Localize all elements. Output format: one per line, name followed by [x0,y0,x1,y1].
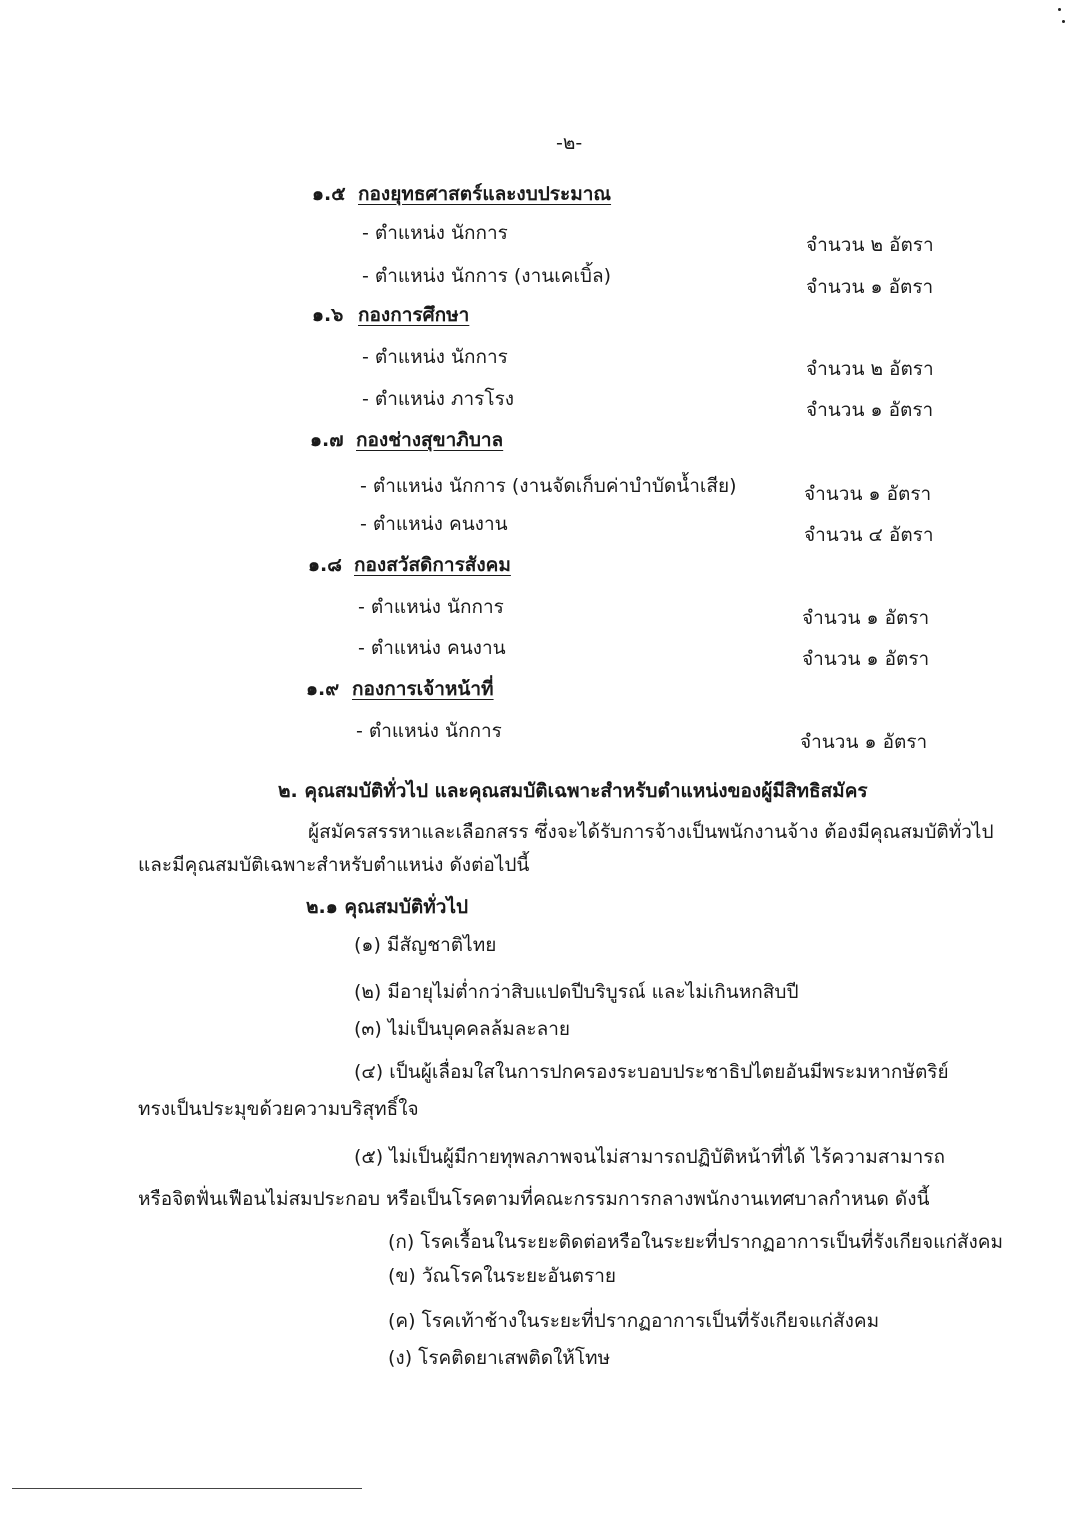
position-count: จำนวน ๑ อัตรา [800,731,928,753]
position-item: - ตำแหน่ง นักการ [362,346,508,368]
intro-paragraph-line: ผู้สมัครสรรหาและเลือกสรร ซึ่งจะได้รับการจ้างเป็นพนักงานจ้าง ต้องมีคุณสมบัติทั่วไป [308,821,994,843]
footer-scan-line [12,1488,362,1489]
section-number: ๑.๘ [308,554,342,576]
position-item: - ตำแหน่ง คนงาน [358,637,506,659]
position-item: - ตำแหน่ง นักการ (งานเคเบิ้ล) [362,265,612,287]
scan-speck [1058,8,1061,11]
position-item: - ตำแหน่ง คนงาน [360,513,508,535]
qualification-item-continuation: หรือจิตฟั่นเฟือนไม่สมประกอบ หรือเป็นโรคตามที่คณะกรรมการกลางพนักงานเทศบาลกำหนด ดังนี้ [138,1188,930,1210]
section-number: ๑.๖ [312,304,344,326]
section-title: กองยุทธศาสตร์และงบประมาณ [358,183,612,205]
section-number: ๑.๕ [312,183,346,205]
position-count: จำนวน ๑ อัตรา [806,399,934,421]
position-item: - ตำแหน่ง นักการ [356,720,502,742]
position-count: จำนวน ๑ อัตรา [802,648,930,670]
position-item: - ตำแหน่ง นักการ [358,596,504,618]
qualification-item: (๓) ไม่เป็นบุคคลล้มละลาย [354,1018,571,1040]
disease-item: (ก) โรคเรื้อนในระยะติดต่อหรือในระยะที่ปรากฏอาการเป็นที่รังเกียจแก่สังคม [388,1231,1004,1253]
position-item: - ตำแหน่ง นักการ [362,222,508,244]
position-count: จำนวน ๔ อัตรา [804,524,934,546]
intro-paragraph-line: และมีคุณสมบัติเฉพาะสำหรับตำแหน่ง ดังต่อไปนี้ [138,854,530,876]
section-number: ๑.๙ [306,678,340,700]
scan-speck [1062,20,1065,23]
position-count: จำนวน ๑ อัตรา [806,276,934,298]
disease-item: (ข) วัณโรคในระยะอันตราย [388,1265,617,1287]
page-number: -๒- [556,132,583,154]
position-count: จำนวน ๒ อัตรา [806,358,934,380]
qualification-item: (๕) ไม่เป็นผู้มีกายทุพลภาพจนไม่สามารถปฏิบัติหน้าที่ได้ ไร้ความสามารถ [354,1146,945,1168]
qualifications-heading: ๒. คุณสมบัติทั่วไป และคุณสมบัติเฉพาะสำหรับตำแหน่งของผู้มีสิทธิสมัคร [278,780,868,802]
section-title: กองช่างสุขาภิบาล [356,429,504,451]
section-title: กองการเจ้าหน้าที่ [352,678,494,700]
qualification-item: (๒) มีอายุไม่ต่ำกว่าสิบแปดปีบริบูรณ์ และไม่เกินหกสิบปี [354,981,799,1003]
position-count: จำนวน ๒ อัตรา [806,234,934,256]
position-item: - ตำแหน่ง นักการ (งานจัดเก็บค่าบำบัดน้ำเสีย) [360,475,737,497]
qualification-item: (๔) เป็นผู้เลื่อมใสในการปกครองระบอบประชาธิปไตยอันมีพระมหากษัตริย์ [354,1061,949,1083]
qualification-item-continuation: ทรงเป็นประมุขด้วยความบริสุทธิ์ใจ [138,1098,419,1120]
position-count: จำนวน ๑ อัตรา [804,483,932,505]
section-title: กองสวัสดิการสังคม [354,554,511,576]
position-count: จำนวน ๑ อัตรา [802,607,930,629]
section-number: ๑.๗ [310,429,344,451]
section-title: กองการศึกษา [358,304,470,326]
general-qualifications-heading: ๒.๑ คุณสมบัติทั่วไป [306,896,469,918]
qualification-item: (๑) มีสัญชาติไทย [354,934,497,956]
disease-item: (ง) โรคติดยาเสพติดให้โทษ [388,1347,611,1369]
disease-item: (ค) โรคเท้าช้างในระยะที่ปรากฏอาการเป็นที่รังเกียจแก่สังคม [388,1310,880,1332]
position-item: - ตำแหน่ง ภารโรง [362,388,515,410]
